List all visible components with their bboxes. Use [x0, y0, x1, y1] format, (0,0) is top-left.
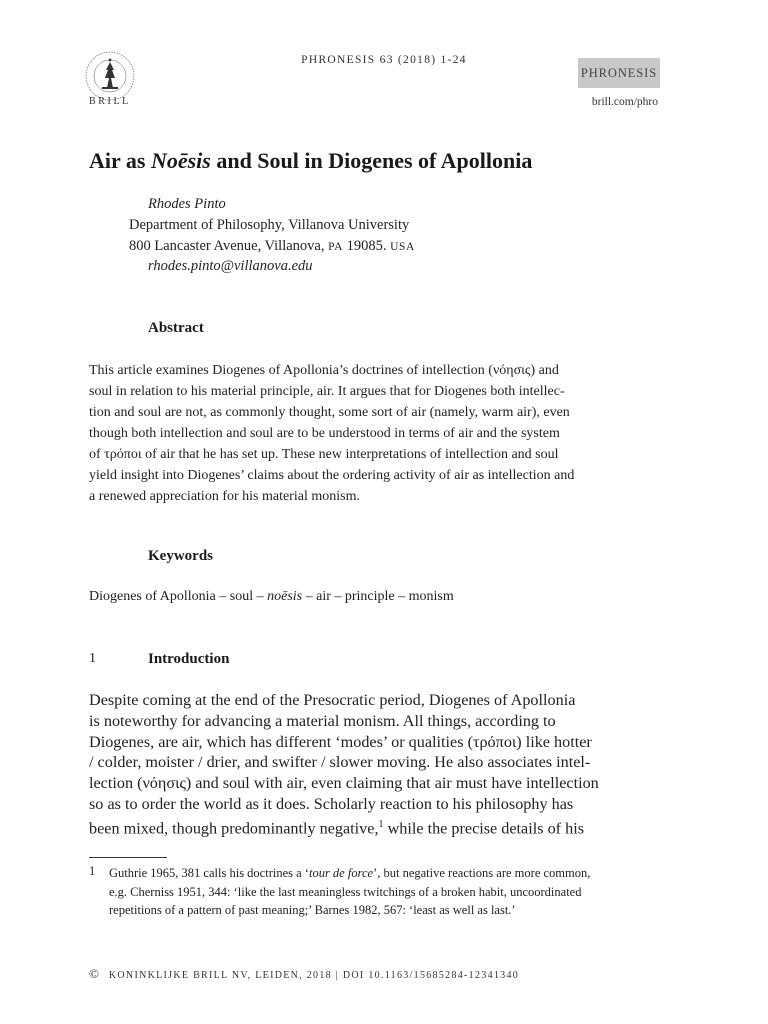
abstract-line: soul in relation to his material principle, air. It argues that for Diogenes both intellec- — [89, 384, 565, 399]
intro-line: Diogenes, are air, which has different ‘modes’ or qualities (τρόποι) like hotter — [89, 732, 592, 751]
intro-line: lection (νόησις) and soul with air, even claiming that air must have intellection — [89, 774, 599, 793]
intro-body — [89, 690, 659, 839]
title-prefix: Air as — [89, 148, 151, 173]
abstract-line: tion and soul are not, as commonly thought, some sort of air (namely, warm air), even — [89, 405, 570, 420]
footnote-line: e.g. Cherniss 1951, 344: ‘like the last meaningless twitchings of a broken habit, uncoordinated — [109, 884, 582, 899]
abstract-body — [89, 360, 659, 507]
journal-url-link[interactable]: brill.com/phro — [591, 96, 658, 108]
intro-line: / colder, moister / drier, and swifter / slower moving. He also associates intel- — [89, 753, 591, 772]
publisher-name: BRILL — [89, 96, 131, 107]
author-name: Rhodes Pinto — [148, 196, 226, 212]
intro-line: is noteworthy for advancing a material monism. All things, according to — [89, 711, 556, 730]
title-italic: Noēsis — [150, 148, 211, 173]
keywords-heading: Keywords — [148, 548, 213, 564]
footnote-text — [109, 864, 590, 920]
abstract-line: a renewed appreciation for his material monism. — [89, 489, 360, 504]
abstract-line: of τρόποι of air that he has set up. These new interpretations of intellection and soul — [89, 447, 559, 462]
page-footer — [89, 966, 519, 982]
section-heading: Introduction — [148, 651, 230, 667]
intro-line-last — [89, 815, 659, 839]
author-address — [129, 238, 415, 255]
keywords-italic: noēsis — [267, 589, 303, 604]
fn-line1-italic: tour de force — [308, 866, 374, 880]
fn-line1-before: Guthrie 1965, 381 calls his doctrines a ‘ — [109, 866, 309, 880]
address-country: USA — [390, 241, 415, 253]
abstract-line: though both intellection and soul are to be understood in terms of air and the system — [89, 426, 560, 441]
footnote-divider — [89, 857, 167, 858]
abstract-line: yield insight into Diogenes’ claims about the ordering activity of air as intellection and — [89, 468, 575, 483]
keywords-before: Diogenes of Apollonia – soul – — [89, 589, 268, 604]
intro-line: so as to order the world as it does. Scholarly reaction to his philosophy has — [89, 794, 574, 813]
copyright-symbol: © — [89, 966, 99, 981]
author-affiliation: Department of Philosophy, Villanova University — [129, 217, 410, 233]
intro-last-after: while the precise details of his — [383, 819, 585, 838]
journal-citation: PHRONESIS 63 (2018) 1-24 — [301, 54, 467, 66]
fn-line1-after: ’, but negative reactions are more common, — [373, 866, 591, 880]
footnote-line: repetitions of a pattern of past meaning;’ Barnes 1982, 567: ‘least as well as last.’ — [109, 903, 516, 917]
article-title — [89, 148, 532, 174]
section-number: 1 — [89, 651, 96, 666]
keywords-list — [89, 589, 454, 605]
footer-doi: KONINKLIJKE BRILL NV, LEIDEN, 2018 | DOI 10.1163/15685284-12341340 — [108, 970, 520, 981]
abstract-line: This article examines Diogenes of Apollonia’s doctrines of intellection (νόησις) and — [89, 363, 559, 378]
author-email-link[interactable]: rhodes.pinto@villanova.edu — [148, 258, 313, 274]
address-zip: 19085. — [342, 238, 391, 254]
intro-last-before: been mixed, though predominantly negative, — [89, 819, 379, 838]
address-state: PA — [328, 241, 343, 253]
journal-tag: PHRONESIS — [578, 58, 660, 88]
footnote-line — [109, 864, 590, 883]
keywords-after: – air – principle – monism — [302, 589, 454, 604]
title-suffix: and Soul in Diogenes of Apollonia — [210, 148, 533, 173]
intro-line: Despite coming at the end of the Presocratic period, Diogenes of Apollonia — [89, 691, 576, 709]
footnote-ref-link[interactable]: 1 — [378, 818, 384, 830]
address-main: 800 Lancaster Avenue, Villanova, — [129, 238, 329, 254]
footnote-number: 1 — [89, 864, 96, 878]
abstract-heading: Abstract — [148, 320, 204, 336]
